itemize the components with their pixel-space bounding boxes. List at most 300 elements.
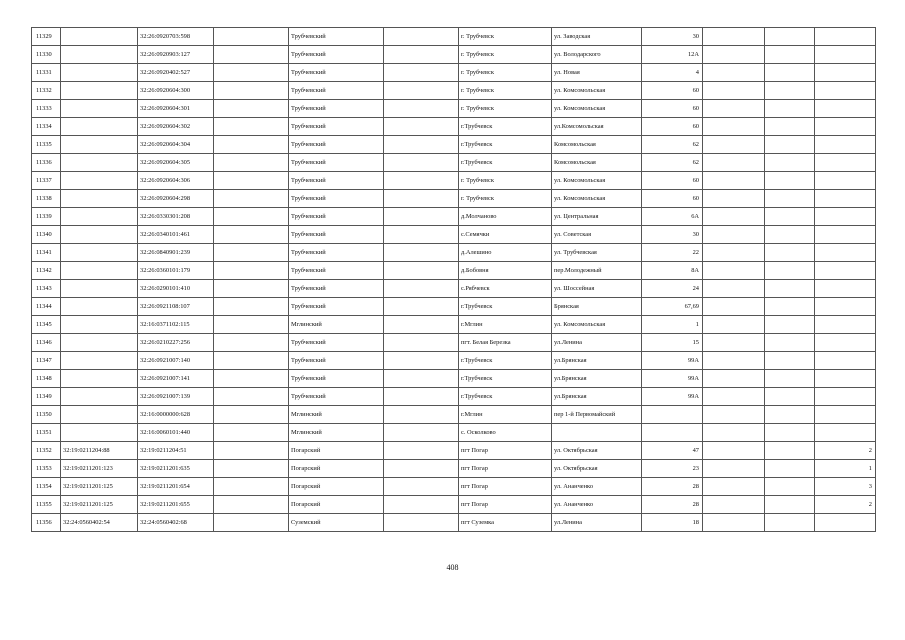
table-cell: ул. Трубчевская (552, 244, 642, 262)
table-cell (384, 478, 459, 496)
table-cell (384, 298, 459, 316)
table-cell: Трубчевский (289, 100, 384, 118)
table-cell: 32:26:0920604:302 (138, 118, 214, 136)
table-cell (815, 226, 876, 244)
table-cell (815, 136, 876, 154)
table-cell: ул. Ананченко (552, 478, 642, 496)
table-cell (61, 82, 138, 100)
table-cell: 11336 (32, 154, 61, 172)
table-cell: 30 (642, 226, 703, 244)
table-cell (384, 190, 459, 208)
table-cell (61, 316, 138, 334)
table-cell: 11338 (32, 190, 61, 208)
table-row (32, 190, 876, 208)
table-cell (61, 154, 138, 172)
table-cell (815, 190, 876, 208)
table-cell (815, 298, 876, 316)
table-row (32, 316, 876, 334)
table-cell (703, 334, 765, 352)
table-cell (815, 316, 876, 334)
table-cell: г.Трубчевск (459, 154, 552, 172)
table-cell: 11334 (32, 118, 61, 136)
table-cell (765, 190, 815, 208)
table-cell (214, 442, 289, 460)
table-cell: Мглинский (289, 424, 384, 442)
table-cell: пгт. Белая Березка (459, 334, 552, 352)
table-cell: 32:16:0371102:115 (138, 316, 214, 334)
table-cell: 62 (642, 136, 703, 154)
table-cell (703, 352, 765, 370)
table-cell (214, 514, 289, 532)
table-cell (384, 82, 459, 100)
table-cell (765, 118, 815, 136)
table-cell: 11353 (32, 460, 61, 478)
table-cell: Трубчевский (289, 262, 384, 280)
table-cell: Мглинский (289, 406, 384, 424)
table-cell: 32:19:0211201:125 (61, 496, 138, 514)
table-cell (765, 208, 815, 226)
table-row (32, 406, 876, 424)
table-cell (214, 352, 289, 370)
table-cell (703, 208, 765, 226)
table-cell (765, 262, 815, 280)
table-cell: 32:19:0211204:88 (61, 442, 138, 460)
table-cell: Трубчевский (289, 280, 384, 298)
table-cell (703, 514, 765, 532)
table-cell (815, 46, 876, 64)
table-cell (384, 388, 459, 406)
table-cell: 60 (642, 172, 703, 190)
table-cell: 99А (642, 370, 703, 388)
table-cell: 11347 (32, 352, 61, 370)
table-row (32, 334, 876, 352)
table-cell (61, 208, 138, 226)
table-row (32, 208, 876, 226)
table-row (32, 244, 876, 262)
table-cell (765, 154, 815, 172)
table-cell: Трубчевский (289, 118, 384, 136)
page-number: 408 (446, 563, 459, 572)
table-cell (815, 424, 876, 442)
table-cell: 2 (815, 442, 876, 460)
table-cell: 32:26:0921108:107 (138, 298, 214, 316)
table-cell (765, 172, 815, 190)
table-cell: ул. Володарского (552, 46, 642, 64)
table-cell: 47 (642, 442, 703, 460)
table-cell (384, 280, 459, 298)
table-row (32, 262, 876, 280)
table-cell: 3 (815, 478, 876, 496)
table-cell: 32:26:0920402:527 (138, 64, 214, 82)
table-cell (765, 424, 815, 442)
table-cell: 99А (642, 352, 703, 370)
table-cell (384, 496, 459, 514)
table-cell: 22 (642, 244, 703, 262)
table-cell: Трубчевский (289, 334, 384, 352)
table-cell: г.Мглин (459, 406, 552, 424)
table-cell: г.Трубчевск (459, 136, 552, 154)
table-cell: ул. Новая (552, 64, 642, 82)
table-cell (765, 28, 815, 46)
table-cell: 99А (642, 388, 703, 406)
table-cell (214, 118, 289, 136)
table-cell: Трубчевский (289, 82, 384, 100)
table-cell: Суземский (289, 514, 384, 532)
table-row (32, 154, 876, 172)
table-cell: Трубчевский (289, 244, 384, 262)
table-cell (552, 424, 642, 442)
table-cell (765, 82, 815, 100)
table-cell: 62 (642, 154, 703, 172)
table-cell (384, 424, 459, 442)
table-cell (214, 208, 289, 226)
table-cell: 30 (642, 28, 703, 46)
table-cell (384, 64, 459, 82)
table-row (32, 298, 876, 316)
table-cell (703, 136, 765, 154)
table-cell (703, 280, 765, 298)
table-cell: г.Трубчевск (459, 298, 552, 316)
table-cell (214, 316, 289, 334)
table-cell (815, 82, 876, 100)
table-cell (642, 424, 703, 442)
table-cell: 11355 (32, 496, 61, 514)
table-cell: г. Трубчевск (459, 100, 552, 118)
table-cell: 11342 (32, 262, 61, 280)
table-cell: Трубчевский (289, 136, 384, 154)
table-cell (815, 514, 876, 532)
table-cell: 2 (815, 496, 876, 514)
table-cell: 32:26:0210227:256 (138, 334, 214, 352)
table-cell (61, 172, 138, 190)
table-cell (214, 388, 289, 406)
table-cell (765, 334, 815, 352)
table-cell (703, 496, 765, 514)
table-cell (61, 406, 138, 424)
table-cell: ул. Комсомольская (552, 172, 642, 190)
table-cell: 32:26:0920703:598 (138, 28, 214, 46)
table-cell: 32:26:0920604:305 (138, 154, 214, 172)
table-row (32, 460, 876, 478)
table-cell: 32:26:0920604:298 (138, 190, 214, 208)
table-cell: 32:26:0921007:139 (138, 388, 214, 406)
table-cell: 32:26:0290101:410 (138, 280, 214, 298)
table-cell: Трубчевский (289, 388, 384, 406)
table-cell: г.Трубчевск (459, 370, 552, 388)
table-row (32, 442, 876, 460)
table-cell (384, 154, 459, 172)
table-cell (765, 226, 815, 244)
table-cell: Погарский (289, 496, 384, 514)
table-cell (703, 406, 765, 424)
table-cell (61, 136, 138, 154)
table-cell (703, 316, 765, 334)
table-cell: ул.Брянская (552, 388, 642, 406)
table-cell: ул. Советская (552, 226, 642, 244)
table-cell (765, 514, 815, 532)
table-row (32, 64, 876, 82)
table-cell (765, 478, 815, 496)
table-cell (214, 172, 289, 190)
table-cell: Комсомольская (552, 154, 642, 172)
table-row (32, 226, 876, 244)
table-row (32, 352, 876, 370)
table-cell: пгт Суземка (459, 514, 552, 532)
table-cell: 60 (642, 190, 703, 208)
table-cell (61, 64, 138, 82)
table-cell (765, 280, 815, 298)
table-cell (815, 370, 876, 388)
table-cell (61, 190, 138, 208)
table-cell: 1 (642, 316, 703, 334)
table-cell: Комсомольская (552, 136, 642, 154)
table-cell (214, 46, 289, 64)
table-row (32, 424, 876, 442)
table-cell (61, 46, 138, 64)
table-cell (765, 136, 815, 154)
table-cell: Трубчевский (289, 370, 384, 388)
table-cell: 32:19:0211201:123 (61, 460, 138, 478)
table-cell (815, 172, 876, 190)
table-cell (214, 82, 289, 100)
table-cell (815, 406, 876, 424)
table-cell: 11335 (32, 136, 61, 154)
table-cell (61, 262, 138, 280)
table-cell: Погарский (289, 460, 384, 478)
table-cell: 11331 (32, 64, 61, 82)
table-cell (703, 172, 765, 190)
table-cell: 32:16:0060101:440 (138, 424, 214, 442)
table-cell: Трубчевский (289, 46, 384, 64)
table-cell (815, 352, 876, 370)
table-cell: 23 (642, 460, 703, 478)
table-cell (384, 316, 459, 334)
table-cell: 32:26:0920604:300 (138, 82, 214, 100)
table-row (32, 478, 876, 496)
table-cell (384, 334, 459, 352)
table-cell (703, 46, 765, 64)
table-cell (642, 406, 703, 424)
table-cell (214, 370, 289, 388)
table-cell: 11343 (32, 280, 61, 298)
table-cell (703, 190, 765, 208)
table-cell: с.Рябчевск (459, 280, 552, 298)
table-cell (214, 262, 289, 280)
table-cell (703, 118, 765, 136)
table-cell (214, 478, 289, 496)
table-cell: 15 (642, 334, 703, 352)
table-cell: 11346 (32, 334, 61, 352)
table-cell: 4 (642, 64, 703, 82)
table-cell: 6А (642, 208, 703, 226)
table-cell (384, 460, 459, 478)
table-cell (384, 442, 459, 460)
table-cell (703, 370, 765, 388)
table-cell (214, 280, 289, 298)
table-cell: г.Трубчевск (459, 118, 552, 136)
table-cell: пгт Погар (459, 460, 552, 478)
table-cell (214, 424, 289, 442)
table-cell: 12А (642, 46, 703, 64)
table-row (32, 118, 876, 136)
table-cell (384, 136, 459, 154)
table-cell: 11337 (32, 172, 61, 190)
table-cell: ул.Брянская (552, 352, 642, 370)
table-cell: 32:26:0920604:306 (138, 172, 214, 190)
table-cell: 32:26:0921007:141 (138, 370, 214, 388)
table-cell: 32:26:0360101:179 (138, 262, 214, 280)
table-cell: 11354 (32, 478, 61, 496)
table-cell: 32:26:0920604:301 (138, 100, 214, 118)
table-cell (384, 172, 459, 190)
table-cell: 60 (642, 82, 703, 100)
table-row (32, 514, 876, 532)
table-row (32, 28, 876, 46)
table-cell (384, 514, 459, 532)
table-cell (214, 190, 289, 208)
table-cell (214, 406, 289, 424)
table-cell: ул. Октябрьская (552, 442, 642, 460)
table-cell (815, 244, 876, 262)
table-cell: 11351 (32, 424, 61, 442)
table-cell (703, 28, 765, 46)
table-cell: ул.Брянская (552, 370, 642, 388)
table-cell: ул. Заводская (552, 28, 642, 46)
table-cell (61, 118, 138, 136)
table-cell (384, 118, 459, 136)
table-cell: 32:26:0840901:239 (138, 244, 214, 262)
table-cell (703, 64, 765, 82)
table-cell (815, 64, 876, 82)
table-cell (765, 244, 815, 262)
table-cell (765, 100, 815, 118)
table-row (32, 100, 876, 118)
table-cell: пгт Погар (459, 496, 552, 514)
table-cell: 11330 (32, 46, 61, 64)
table-cell (384, 46, 459, 64)
table-cell (765, 388, 815, 406)
table-row (32, 46, 876, 64)
table-cell (703, 478, 765, 496)
table-cell (61, 424, 138, 442)
table-cell (214, 64, 289, 82)
table-row (32, 172, 876, 190)
table-cell: д.Молчаново (459, 208, 552, 226)
table-cell: 24 (642, 280, 703, 298)
table-cell: Брянская (552, 298, 642, 316)
table-cell (765, 46, 815, 64)
table-cell (703, 298, 765, 316)
table-cell (61, 352, 138, 370)
table-cell: Трубчевский (289, 352, 384, 370)
table-cell: Трубчевский (289, 208, 384, 226)
table-cell: г.Мглин (459, 316, 552, 334)
table-cell: ул. Комсомольская (552, 190, 642, 208)
table-cell (815, 388, 876, 406)
table-cell: ул.Ленина (552, 514, 642, 532)
table-cell: 60 (642, 100, 703, 118)
table-cell: 32:19:0211201:654 (138, 478, 214, 496)
table-cell: 32:19:0211204:51 (138, 442, 214, 460)
table-cell: 11344 (32, 298, 61, 316)
table-cell: г. Трубчевск (459, 46, 552, 64)
table-cell (214, 28, 289, 46)
table-cell: Трубчевский (289, 298, 384, 316)
table-row (32, 370, 876, 388)
table-cell: 32:19:0211201:125 (61, 478, 138, 496)
table-row (32, 388, 876, 406)
table-cell: Трубчевский (289, 28, 384, 46)
table-cell: 67,69 (642, 298, 703, 316)
table-cell: 11340 (32, 226, 61, 244)
table-cell: 11341 (32, 244, 61, 262)
table-cell (214, 496, 289, 514)
table-cell: пгт Погар (459, 478, 552, 496)
table-cell (61, 334, 138, 352)
table-cell (765, 352, 815, 370)
table-cell (384, 208, 459, 226)
table-cell (61, 388, 138, 406)
table-cell (61, 280, 138, 298)
table-cell: ул.Комсомольская (552, 118, 642, 136)
table-row (32, 82, 876, 100)
table-cell (384, 352, 459, 370)
table-cell: 28 (642, 496, 703, 514)
table-row (32, 136, 876, 154)
table-cell: 11352 (32, 442, 61, 460)
table-cell: д.Алешино (459, 244, 552, 262)
table-cell (703, 460, 765, 478)
table-cell: 1 (815, 460, 876, 478)
table-cell: ул.Ленина (552, 334, 642, 352)
table-cell: 11329 (32, 28, 61, 46)
table-cell (765, 460, 815, 478)
table-cell: Погарский (289, 478, 384, 496)
table-cell (384, 370, 459, 388)
table-cell: г.Трубчевск (459, 352, 552, 370)
table-cell: 32:19:0211201:635 (138, 460, 214, 478)
table-cell (384, 406, 459, 424)
table-cell (214, 334, 289, 352)
table-cell: Трубчевский (289, 190, 384, 208)
table-cell: с.Семячки (459, 226, 552, 244)
table-cell: пер 1-й Первомайский (552, 406, 642, 424)
table-cell (703, 82, 765, 100)
table-cell: ул. Шоссейная (552, 280, 642, 298)
table-cell (765, 496, 815, 514)
table-cell (384, 244, 459, 262)
table-cell (703, 100, 765, 118)
table-row (32, 280, 876, 298)
table-cell: 32:26:0330301:208 (138, 208, 214, 226)
table-cell: Погарский (289, 442, 384, 460)
table-cell: 60 (642, 118, 703, 136)
table-cell (815, 280, 876, 298)
table-cell: ул. Комсомольская (552, 100, 642, 118)
table-cell: 32:24:0560402:54 (61, 514, 138, 532)
table-cell: 8А (642, 262, 703, 280)
table-cell (703, 388, 765, 406)
table-cell (61, 226, 138, 244)
table-cell (214, 154, 289, 172)
table-cell (815, 154, 876, 172)
table-cell: д.Бобовня (459, 262, 552, 280)
data-table (31, 27, 876, 532)
table-cell (765, 442, 815, 460)
table-cell: г. Трубчевск (459, 172, 552, 190)
table-cell (765, 370, 815, 388)
table-cell (384, 226, 459, 244)
